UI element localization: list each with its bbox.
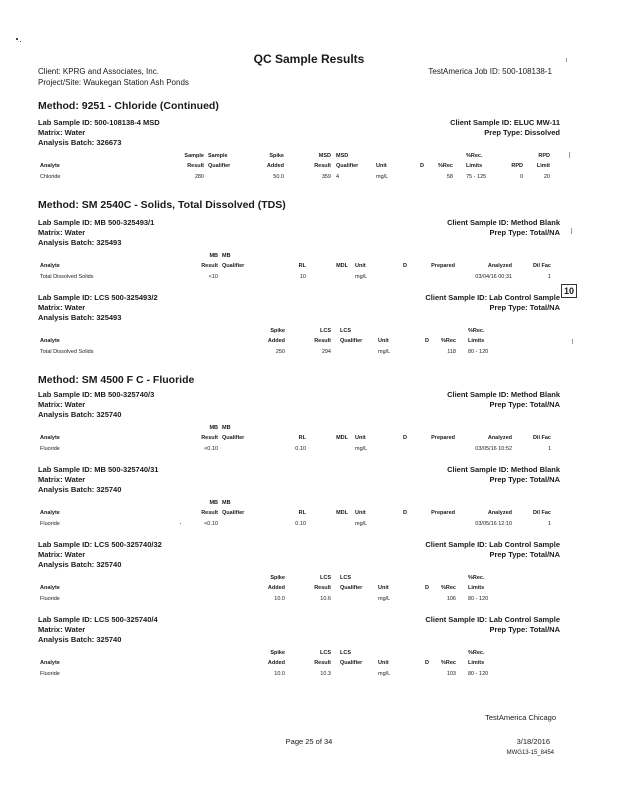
column-header-col9: Dil Fac (532, 263, 551, 269)
client-sample-id: Client Sample ID: Lab Control Sample (425, 540, 560, 549)
result-cell-result: <0.10 (204, 521, 218, 527)
column-header-col4: MDL (336, 263, 348, 269)
column-header-result: Added (267, 338, 285, 344)
matrix-label: Matrix: Water (38, 400, 86, 409)
column-header-col4: Unit (378, 338, 389, 344)
column-header-col8: %Rec (438, 163, 453, 169)
column-header-col8: Analyzed (487, 510, 512, 516)
column-header-col7: Prepared (431, 435, 455, 441)
scan-speck (20, 41, 21, 42)
result-cell-result: 10.0 (274, 596, 285, 602)
result-cell-analyte: Fluoride (40, 596, 60, 602)
lab-sample-id: Lab Sample ID: LCS 500-325740/4 (38, 615, 158, 624)
column-header-top-col7: %Rec. (468, 328, 485, 334)
result-cell-col4: mg/L (378, 671, 391, 677)
scan-speck (569, 152, 570, 158)
column-header-top-qualifier: MB (222, 500, 231, 506)
column-header-col5: Unit (355, 263, 366, 269)
column-header-analyte: Analyte (40, 660, 60, 666)
column-header-col7: Limits (468, 660, 485, 666)
matrix-label: Matrix: Water (38, 475, 86, 484)
result-cell-col5: mg/L (355, 274, 368, 280)
column-header-col11: Limit (536, 163, 550, 169)
column-header-top-col9: %Rec. (466, 153, 483, 159)
project-site: Project/Site: Waukegan Station Ash Ponds (38, 78, 189, 87)
column-header-col5: D (425, 338, 429, 344)
result-cell-col3: 10 (299, 274, 306, 280)
column-header-top-col7: %Rec. (468, 575, 485, 581)
result-cell-qualifier: 10.6 (320, 596, 331, 602)
column-header-col9: Dil Fac (532, 510, 551, 516)
column-header-col6: D (403, 263, 407, 269)
column-header-analyte: Analyte (40, 263, 60, 269)
prep-type: Prep Type: Total/NA (489, 475, 560, 484)
column-header-top-qualifier: LCS (320, 575, 331, 581)
column-header-top-col3: Spike (269, 153, 284, 159)
result-cell-analyte: Fluoride (40, 446, 60, 452)
column-header-col5: D (425, 585, 429, 591)
result-cell-col8: 03/05/16 10:52 (475, 446, 512, 452)
document-code: MWG13-15_8454 (506, 750, 554, 756)
scan-speck (566, 58, 567, 62)
result-cell-qualifier: 294 (321, 349, 331, 355)
client-sample-id: Client Sample ID: Lab Control Sample (425, 293, 560, 302)
lab-sample-id: Lab Sample ID: LCS 500-325740/32 (38, 540, 162, 549)
column-header-analyte: Analyte (40, 338, 60, 344)
page-title: QC Sample Results (253, 52, 365, 66)
column-header-qualifier: Result (314, 338, 331, 344)
sample-id-block (38, 293, 158, 323)
result-cell-col6: 103 (446, 671, 456, 677)
method-fluoride-heading: Method: SM 4500 F C - Fluoride (38, 374, 195, 386)
column-header-top-col11: RPD (538, 153, 550, 159)
column-header-top-col4: MSD (318, 153, 331, 159)
matrix-label: Matrix: Water (38, 128, 86, 137)
column-header-result: Result (201, 435, 218, 441)
result-cell-result: 250 (275, 349, 285, 355)
column-header-col6: Unit (376, 163, 387, 169)
client-sample-id: Client Sample ID: Method Blank (447, 390, 560, 399)
analysis-batch: Analysis Batch: 325740 (38, 560, 122, 569)
result-cell-col8: 58 (446, 174, 453, 180)
result-cell-analyte: Total Dissolved Solids (40, 349, 94, 355)
lab-sample-id: Lab Sample ID: MB 500-325740/31 (38, 465, 159, 474)
column-header-qualifier: Result (314, 660, 331, 666)
column-header-col8: Analyzed (487, 263, 512, 269)
column-header-analyte: Analyte (40, 585, 60, 591)
sample-id-block (38, 540, 162, 570)
column-header-col5: Unit (355, 510, 366, 516)
matrix-label: Matrix: Water (38, 303, 86, 312)
column-header-col7: Limits (468, 338, 485, 344)
column-header-col4: Result (314, 163, 331, 169)
column-header-qualifier: Result (314, 585, 331, 591)
method-chloride-heading: Method: 9251 - Chloride (Continued) (38, 100, 219, 112)
client-sample-block (447, 390, 560, 410)
column-header-result: Result (201, 263, 218, 269)
job-id: TestAmerica Job ID: 500-108138-1 (428, 67, 552, 76)
sample-id-block (38, 218, 154, 248)
scan-speck (571, 228, 572, 234)
column-header-top-qualifier: LCS (320, 650, 331, 656)
column-header-col3: Added (266, 163, 284, 169)
result-cell-col11: 20 (543, 174, 550, 180)
column-header-col7: Prepared (431, 263, 455, 269)
result-cell-col3: 0.10 (295, 446, 306, 452)
lab-sample-id: Lab Sample ID: MB 500-325493/1 (38, 218, 155, 227)
result-cell-result: <0.10 (204, 446, 218, 452)
column-header-col4: MDL (336, 510, 348, 516)
result-cell-col8: 03/04/16 00:31 (475, 274, 512, 280)
client-sample-id: Client Sample ID: ELUC MW-11 (450, 118, 560, 127)
column-header-top-qualifier: LCS (320, 328, 331, 334)
column-header-col6: %Rec (441, 660, 456, 666)
column-header-col4: MDL (336, 435, 348, 441)
result-cell-col4: mg/L (378, 349, 391, 355)
column-header-result: Added (267, 585, 285, 591)
result-cell-col9: 1 (547, 521, 551, 527)
column-header-result: Result (187, 163, 204, 169)
column-header-col4: Unit (378, 585, 389, 591)
analysis-batch: Analysis Batch: 325740 (38, 635, 122, 644)
column-header-col6: %Rec (441, 338, 456, 344)
result-cell-col7: 80 - 120 (468, 596, 489, 602)
column-header-top-col5: MSD (336, 153, 349, 159)
scan-speck (16, 38, 18, 40)
column-header-top-col7: %Rec. (468, 650, 485, 656)
result-cell-col8: 03/05/16 12:10 (475, 521, 512, 527)
result-cell-result: 10.0 (274, 671, 285, 677)
lab-sample-id: Lab Sample ID: MB 500-325740/3 (38, 390, 155, 399)
result-cell-col9: 75 - 125 (466, 174, 487, 180)
result-cell-analyte: Fluoride (40, 521, 60, 527)
client-sample-block (425, 540, 560, 560)
column-header-col3: Qualifier (340, 585, 363, 591)
analysis-batch: Analysis Batch: 325493 (38, 313, 122, 322)
column-header-col9: Dil Fac (532, 435, 551, 441)
result-cell-col9: 1 (547, 446, 551, 452)
column-header-qualifier: Qualifier (222, 435, 245, 441)
page-number: Page 25 of 34 (285, 737, 333, 746)
column-header-top-result: Spike (270, 575, 285, 581)
client-sample-id: Client Sample ID: Method Blank (447, 218, 560, 227)
client-sample-block (447, 465, 560, 485)
column-header-top-col3: LCS (340, 575, 351, 581)
column-header-col5: D (425, 660, 429, 666)
result-cell-qualifier: 10.3 (320, 671, 331, 677)
column-header-col6: D (403, 435, 407, 441)
prep-type: Prep Type: Total/NA (489, 228, 560, 237)
client-sample-block (425, 293, 560, 313)
result-cell-result: 280 (194, 174, 204, 180)
report-date: 3/18/2016 (516, 737, 550, 746)
column-header-top-qualifier: MB (222, 425, 231, 431)
lab-sample-id: Lab Sample ID: LCS 500-325493/2 (38, 293, 158, 302)
column-header-col3: Qualifier (340, 660, 363, 666)
column-header-top-result: MB (209, 253, 218, 259)
result-cell-col4: 359 (321, 174, 331, 180)
column-header-analyte: Analyte (40, 435, 60, 441)
result-cell-col7: 80 - 120 (468, 671, 489, 677)
result-cell-col5: 4 (336, 174, 340, 180)
column-header-top-result: Spike (270, 650, 285, 656)
column-header-col5: Qualifier (336, 163, 359, 169)
result-cell-col6: 106 (446, 596, 456, 602)
result-cell-col9: 1 (547, 274, 551, 280)
matrix-label: Matrix: Water (38, 550, 86, 559)
sample-id-block (38, 615, 158, 645)
sample-id-block (38, 390, 154, 420)
column-header-col3: Qualifier (340, 338, 363, 344)
page-section-stamp: 10 (561, 284, 577, 298)
result-cell-col6: 118 (447, 349, 456, 355)
prep-type: Prep Type: Dissolved (484, 128, 560, 137)
column-header-analyte: Analyte (40, 163, 60, 169)
analysis-batch: Analysis Batch: 325740 (38, 485, 122, 494)
result-cell-col10: 0 (519, 174, 523, 180)
prep-type: Prep Type: Total/NA (489, 400, 560, 409)
prep-type: Prep Type: Total/NA (489, 550, 560, 559)
column-header-col10: RPD (511, 163, 523, 169)
column-header-col7: D (420, 163, 424, 169)
column-header-col3: RL (298, 510, 306, 516)
sample-id-block (38, 465, 158, 495)
column-header-top-result: Sample (184, 153, 204, 159)
column-header-col3: RL (298, 435, 306, 441)
sample-id-block (38, 118, 160, 148)
column-header-top-col3: LCS (340, 328, 351, 334)
column-header-col6: %Rec (441, 585, 456, 591)
client-sample-block (447, 218, 560, 238)
column-header-col8: Analyzed (487, 435, 512, 441)
scan-speck (572, 339, 573, 344)
column-header-qualifier: Qualifier (222, 510, 245, 516)
result-cell-col5: mg/L (355, 446, 368, 452)
client-sample-id: Client Sample ID: Lab Control Sample (425, 615, 560, 624)
client-sample-block (450, 118, 560, 138)
result-cell-col7: 80 - 120 (468, 349, 489, 355)
result-cell-analyte: Chloride (40, 174, 61, 180)
prep-type: Prep Type: Total/NA (489, 625, 560, 634)
lab-sample-id: Lab Sample ID: 500-108138-4 MSD (38, 118, 160, 127)
prep-type: Prep Type: Total/NA (489, 303, 560, 312)
column-header-col4: Unit (378, 660, 389, 666)
result-cell-col3: 50.0 (273, 174, 284, 180)
column-header-col5: Unit (355, 435, 366, 441)
analysis-batch: Analysis Batch: 326673 (38, 138, 122, 147)
column-header-result: Added (267, 660, 285, 666)
matrix-label: Matrix: Water (38, 625, 86, 634)
column-header-qualifier: Qualifier (222, 263, 245, 269)
column-header-top-result: MB (209, 500, 218, 506)
column-header-top-result: Spike (270, 328, 285, 334)
column-header-col6: D (403, 510, 407, 516)
column-header-top-result: MB (209, 425, 218, 431)
column-header-col7: Prepared (431, 510, 455, 516)
column-header-analyte: Analyte (40, 510, 60, 516)
method-tds-heading: Method: SM 2540C - Solids, Total Dissolved (TDS) (38, 199, 286, 211)
column-header-result: Result (201, 510, 218, 516)
client-name: Client: KPRG and Associates, Inc. (38, 67, 159, 76)
scan-speck (180, 523, 181, 524)
column-header-top-col3: LCS (340, 650, 351, 656)
result-cell-analyte: Total Dissolved Solids (40, 274, 94, 280)
client-sample-block (425, 615, 560, 635)
result-cell-col5: mg/L (355, 521, 368, 527)
column-header-col9: Limits (466, 163, 483, 169)
result-cell-col4: mg/L (378, 596, 391, 602)
column-header-col3: RL (298, 263, 306, 269)
analysis-batch: Analysis Batch: 325493 (38, 238, 122, 247)
footer-lab-name: TestAmerica Chicago (485, 713, 556, 722)
result-cell-analyte: Fluoride (40, 671, 60, 677)
matrix-label: Matrix: Water (38, 228, 86, 237)
column-header-top-qualifier: Sample (208, 153, 228, 159)
column-header-col7: Limits (468, 585, 485, 591)
client-sample-id: Client Sample ID: Method Blank (447, 465, 560, 474)
result-cell-col6: mg/L (376, 174, 389, 180)
result-cell-col3: 0.10 (295, 521, 306, 527)
column-header-top-qualifier: MB (222, 253, 231, 259)
column-header-qualifier: Qualifier (208, 163, 231, 169)
analysis-batch: Analysis Batch: 325740 (38, 410, 122, 419)
result-cell-result: <10 (208, 274, 218, 280)
